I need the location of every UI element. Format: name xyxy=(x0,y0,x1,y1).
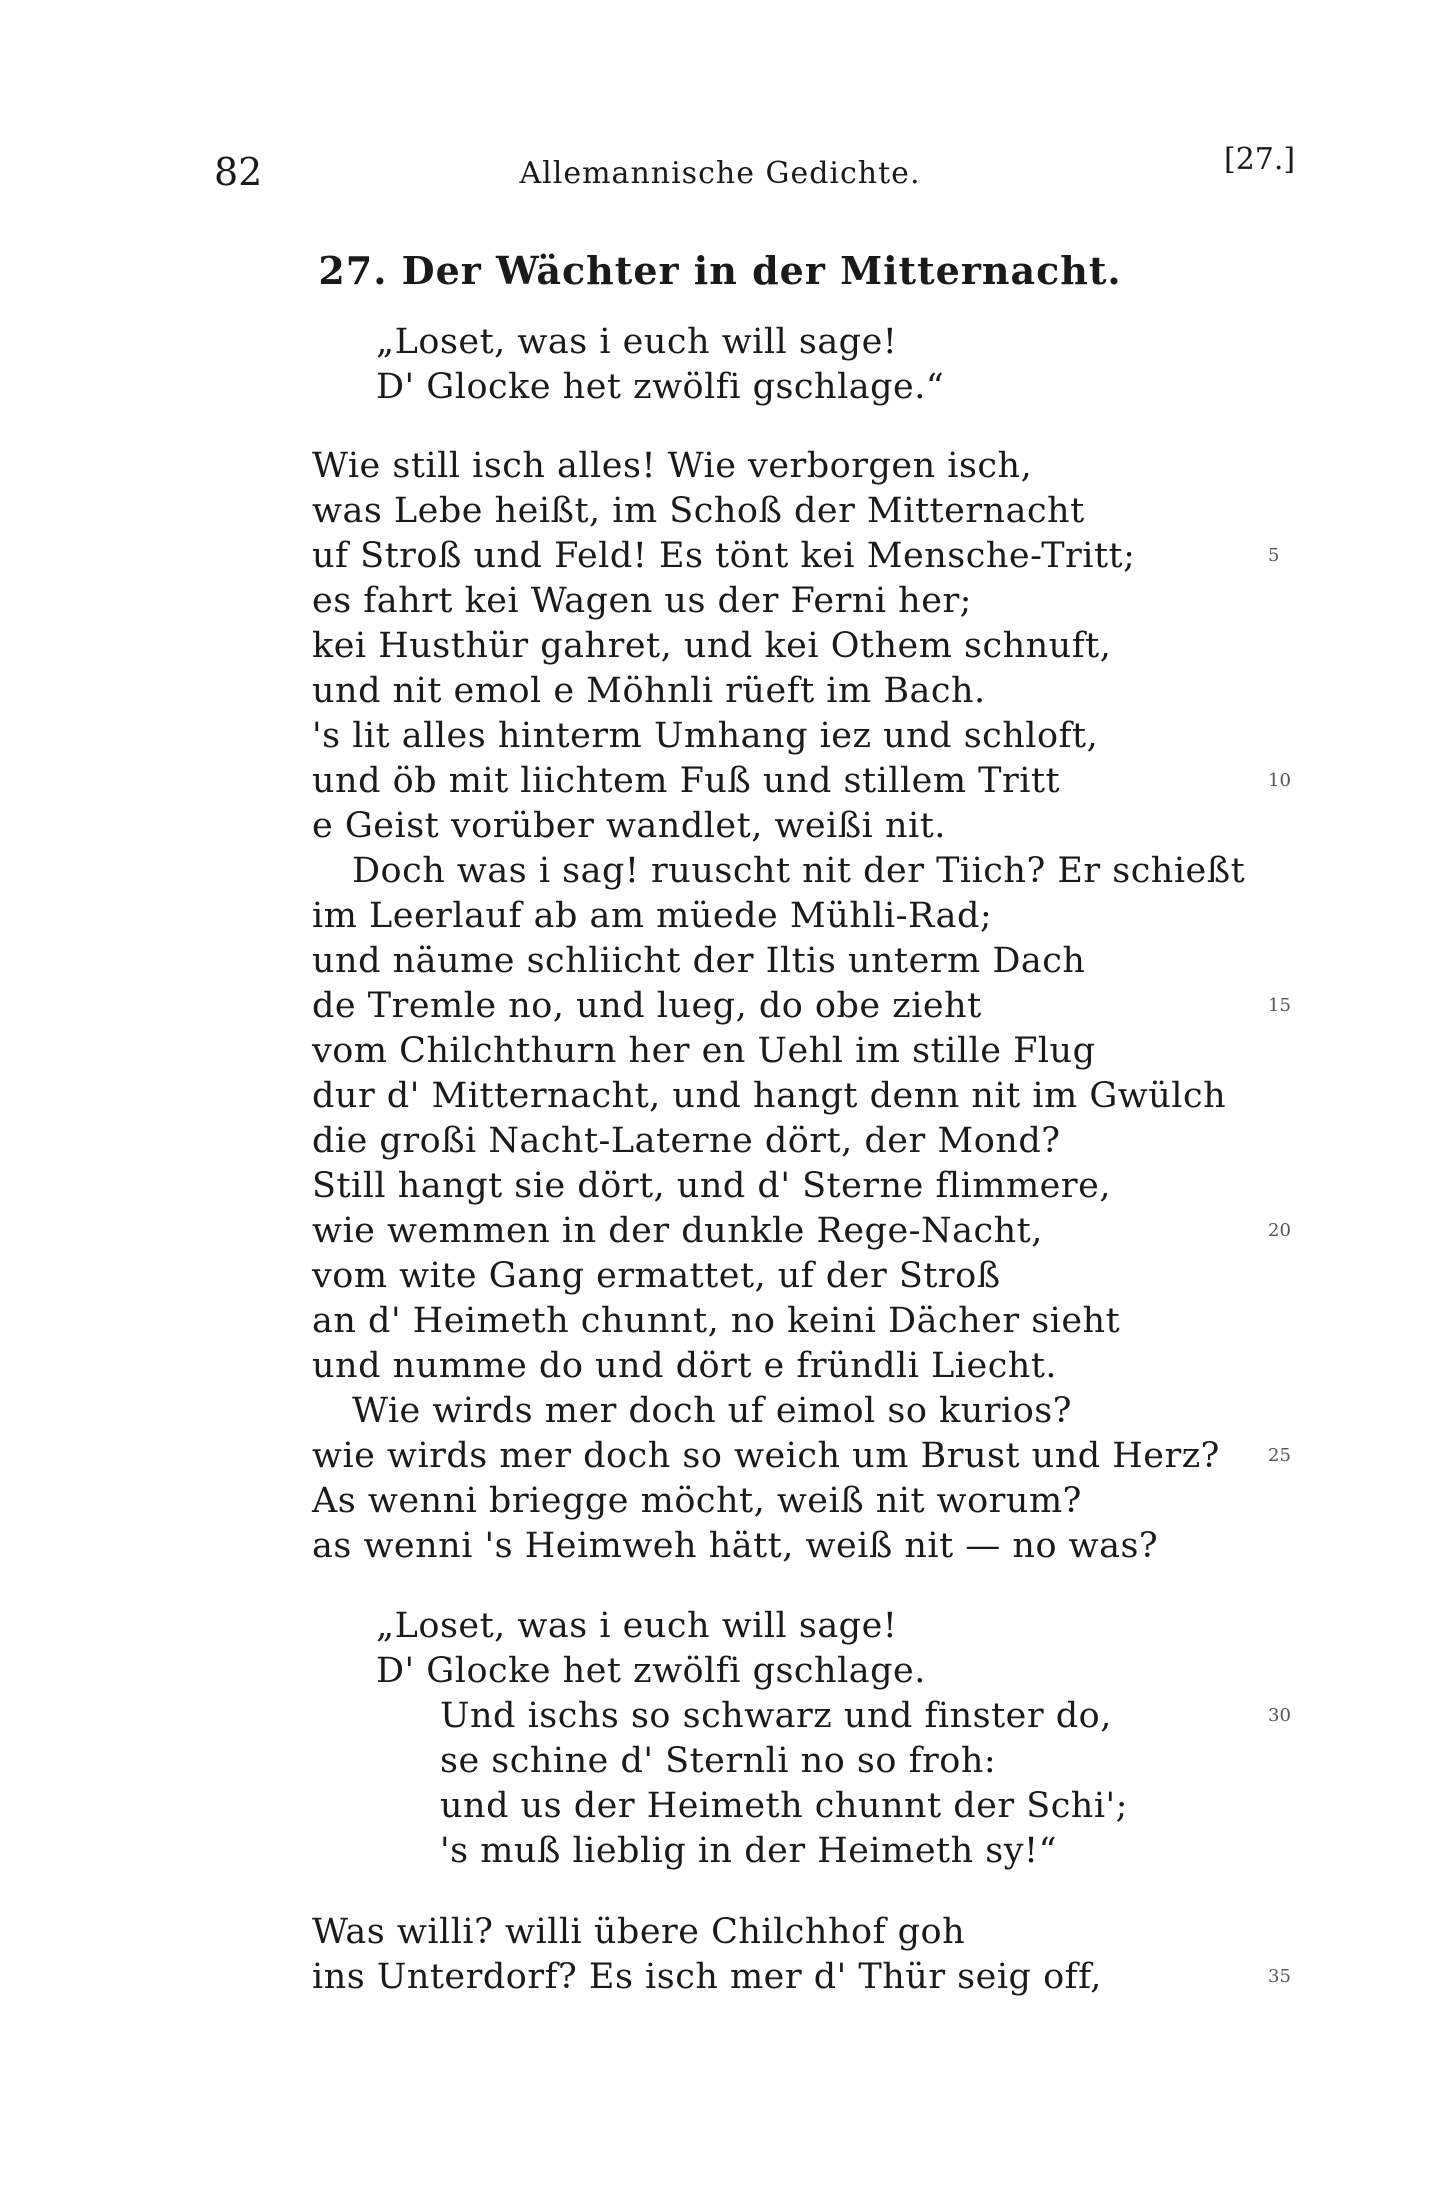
poem-line: 's lit alles hinterm Umhang iez und schloft, xyxy=(312,716,1099,756)
line-number: 30 xyxy=(1268,1705,1291,1726)
poem-line: dur d' Mitternacht, und hangt denn nit im Gwülch xyxy=(312,1076,1227,1116)
poem-line: es fahrt kei Wagen us der Ferni her; xyxy=(312,581,972,621)
poem-line: was Lebe heißt, im Schoß der Mitternacht xyxy=(312,491,1085,531)
poem-line: Doch was i sag! ruuscht nit der Tiich? Er schießt xyxy=(352,851,1246,891)
poem-line: im Leerlauf ab am müede Mühli-Rad; xyxy=(312,896,993,936)
line-number: 35 xyxy=(1268,1966,1291,1987)
poem-line: wie wirds mer doch so weich um Brust und Herz? xyxy=(312,1436,1220,1476)
poem-title: 27. Der Wächter in der Mitternacht. xyxy=(318,248,1122,293)
poem-line: de Tremle no, und lueg, do obe zieht xyxy=(312,986,982,1026)
poem-line: ins Unterdorf? Es isch mer d' Thür seig off, xyxy=(312,1957,1102,1997)
poem-line: kei Husthür gahret, und kei Othem schnuft, xyxy=(312,626,1112,666)
poem-line: Wie wirds mer doch uf eimol so kurios? xyxy=(352,1391,1073,1431)
poem-line: Still hangt sie dört, und d' Sterne flimmere, xyxy=(312,1166,1111,1206)
poem-line: vom wite Gang ermattet, uf der Stroß xyxy=(312,1256,1001,1296)
poem-line: und näume schliicht der Iltis unterm Dach xyxy=(312,941,1086,981)
line-number: 20 xyxy=(1268,1220,1291,1241)
poem-line: As wenni briegge möcht, weiß nit worum? xyxy=(312,1481,1082,1521)
poem-line: an d' Heimeth chunnt, no keini Dächer sieht xyxy=(312,1301,1121,1341)
poem-line: e Geist vorüber wandlet, weißi nit. xyxy=(312,806,946,846)
poem-line: und öb mit liichtem Fuß und stillem Tritt xyxy=(312,761,1061,801)
poem-line: „Loset, was i euch will sage! xyxy=(376,322,898,362)
poem-line: „Loset, was i euch will sage! xyxy=(376,1606,898,1646)
poem-line: Was willi? willi übere Chilchhof goh xyxy=(312,1912,966,1952)
line-number: 25 xyxy=(1268,1445,1291,1466)
poem-line: se schine d' Sternli no so froh: xyxy=(440,1741,997,1781)
poem-line: Wie still isch alles! Wie verborgen isch, xyxy=(312,446,1033,486)
poem-line: und nit emol e Möhnli rüeft im Bach. xyxy=(312,671,986,711)
poem-line: vom Chilchthurn her en Uehl im stille Flug xyxy=(312,1031,1096,1071)
section-mark: [27.] xyxy=(1224,142,1296,177)
line-number: 10 xyxy=(1268,770,1291,791)
page-number: 82 xyxy=(214,150,263,194)
poem-line: 's muß lieblig in der Heimeth sy!“ xyxy=(440,1831,1057,1871)
poem-line: D' Glocke het zwölfi gschlage.“ xyxy=(376,367,945,407)
poem-line: Und ischs so schwarz und finster do, xyxy=(440,1696,1112,1736)
poem-line: D' Glocke het zwölfi gschlage. xyxy=(376,1651,926,1691)
poem-line: as wenni 's Heimweh hätt, weiß nit — no was? xyxy=(312,1526,1159,1566)
line-number: 5 xyxy=(1268,545,1280,566)
poem-line: und numme do und dört e fründli Liecht. xyxy=(312,1346,1058,1386)
poem-line: uf Stroß und Feld! Es tönt kei Mensche-Tritt; xyxy=(312,536,1136,576)
line-number: 15 xyxy=(1268,995,1291,1016)
poem-line: und us der Heimeth chunnt der Schi'; xyxy=(440,1786,1128,1826)
poem-line: wie wemmen in der dunkle Rege-Nacht, xyxy=(312,1211,1043,1251)
poem-line: die großi Nacht-Laterne dört, der Mond? xyxy=(312,1121,1061,1161)
running-title: Allemannische Gedichte. xyxy=(519,156,921,191)
